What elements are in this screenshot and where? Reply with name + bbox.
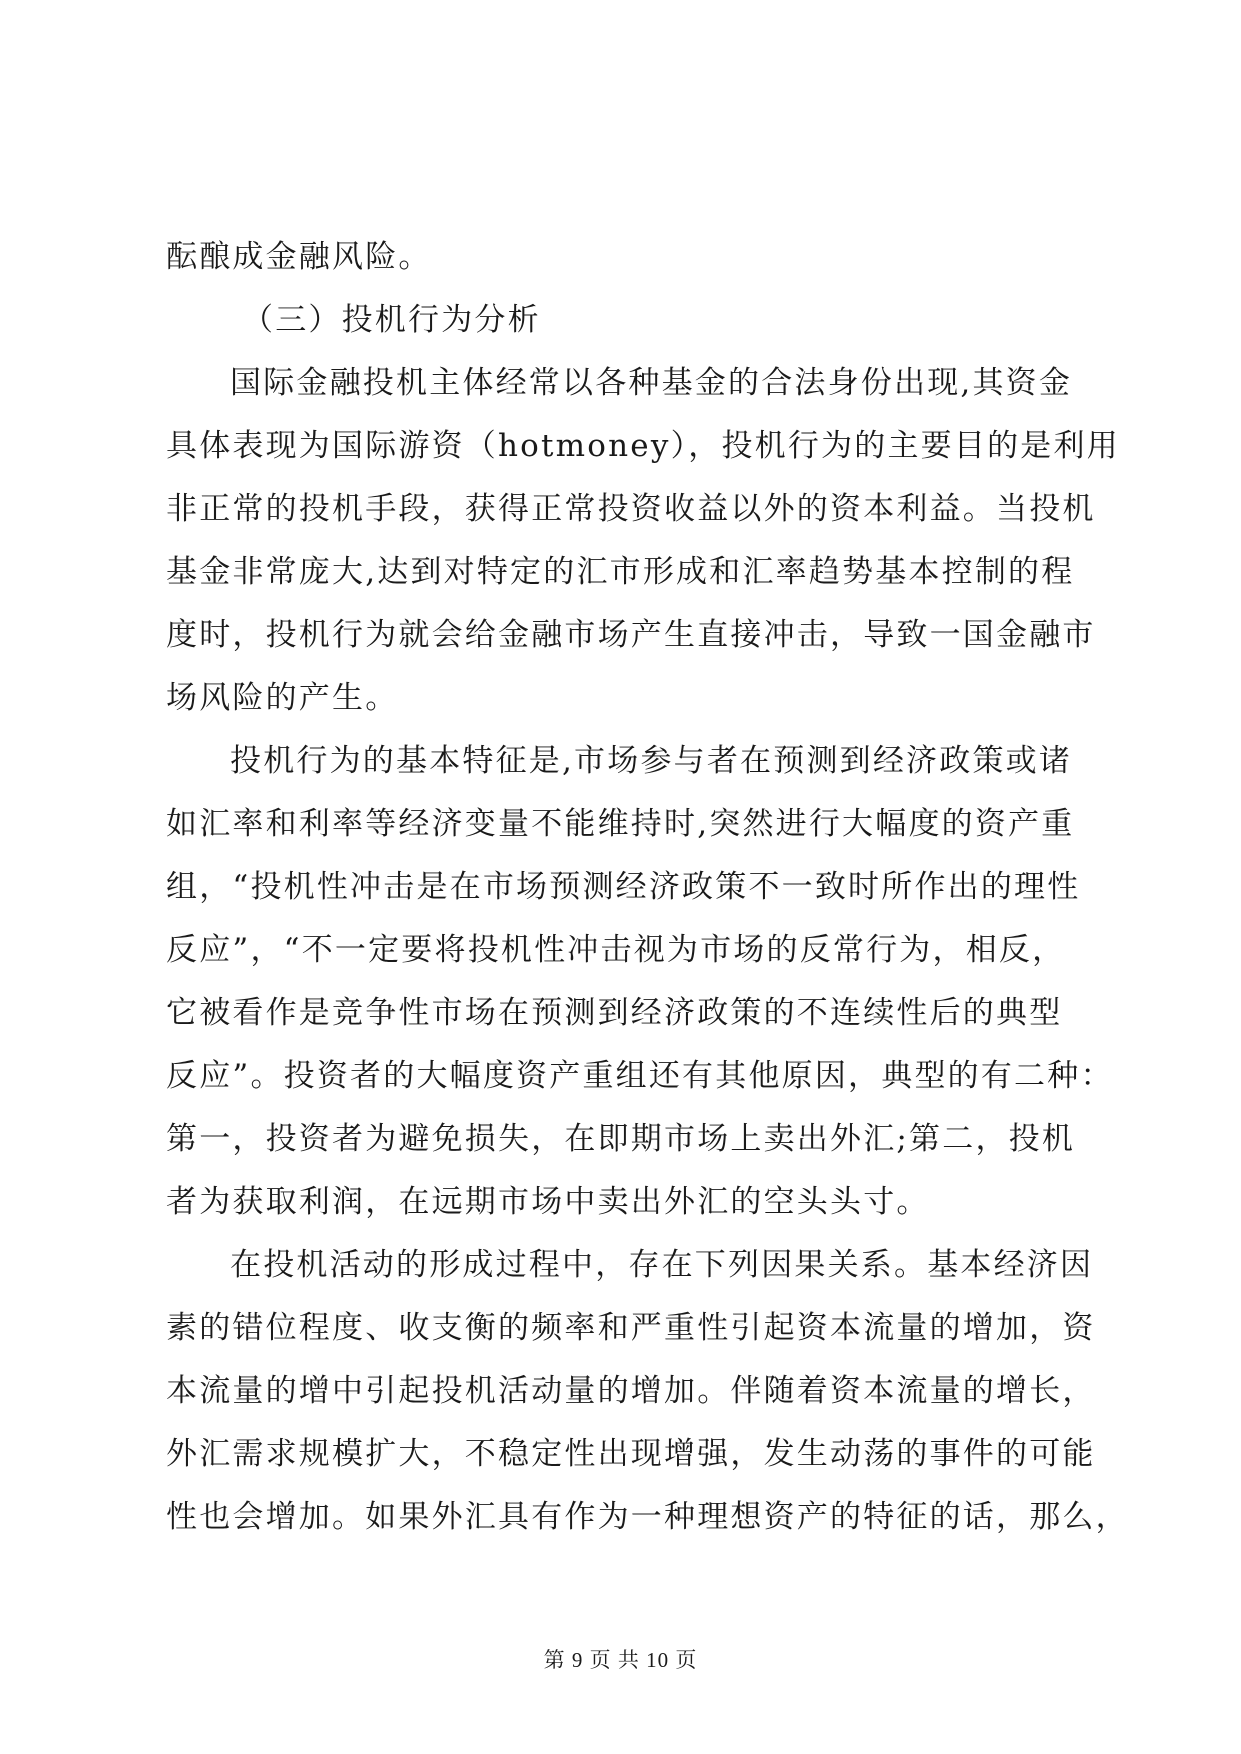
text-line: 酝酿成金融风险。 [166, 239, 432, 275]
text-line: 具体表现为国际游资（hotmoney），投机行为的主要目的是利用 [166, 428, 1120, 464]
text-line: 外汇需求规模扩大，不稳定性出现增强，发生动荡的事件的可能 [166, 1436, 1096, 1472]
text-line: 组，“投机性冲击是在市场预测经济政策不一致时所作出的理性 [166, 869, 1081, 905]
text-line: 场风险的产生。 [166, 680, 399, 716]
text-line: 本流量的增中引起投机活动量的增加。伴随着资本流量的增长， [166, 1373, 1096, 1409]
text-line: 度时，投机行为就会给金融市场产生直接冲击，导致一国金融市 [166, 617, 1096, 653]
text-line: 者为获取利润，在远期市场中卖出外汇的空头头寸。 [166, 1184, 930, 1220]
text-line: 性也会增加。如果外汇具有作为一种理想资产的特征的话，那么， [166, 1499, 1129, 1535]
text-line: 投机行为的基本特征是,市场参与者在预测到经济政策或诸 [230, 743, 1073, 779]
text-line: 基金非常庞大,达到对特定的汇市形成和汇率趋势基本控制的程 [166, 554, 1075, 590]
page-number-footer: 第 9 页 共 10 页 [543, 1648, 698, 1672]
text-line: 反应”。投资者的大幅度资产重组还有其他原因，典型的有二种： [166, 1058, 1114, 1094]
text-line: 它被看作是竞争性市场在预测到经济政策的不连续性后的典型 [166, 995, 1063, 1031]
text-line: 在投机活动的形成过程中，存在下列因果关系。基本经济因 [230, 1247, 1094, 1283]
text-line: 非正常的投机手段，获得正常投资收益以外的资本利益。当投机 [166, 491, 1096, 527]
document-body [166, 226, 1129, 1549]
text-line: 反应”，“不一定要将投机性冲击视为市场的反常行为，相反， [166, 932, 1066, 968]
text-line: 国际金融投机主体经常以各种基金的合法身份出现,其资金 [230, 365, 1073, 401]
text-line: 如汇率和利率等经济变量不能维持时,突然进行大幅度的资产重 [166, 806, 1075, 842]
section-heading: （三）投机行为分析 [242, 302, 541, 338]
text-line: 素的错位程度、收支衡的频率和严重性引起资本流量的增加，资 [166, 1310, 1096, 1346]
text-line: 第一，投资者为避免损失，在即期市场上卖出外汇;第二，投机 [166, 1121, 1076, 1157]
